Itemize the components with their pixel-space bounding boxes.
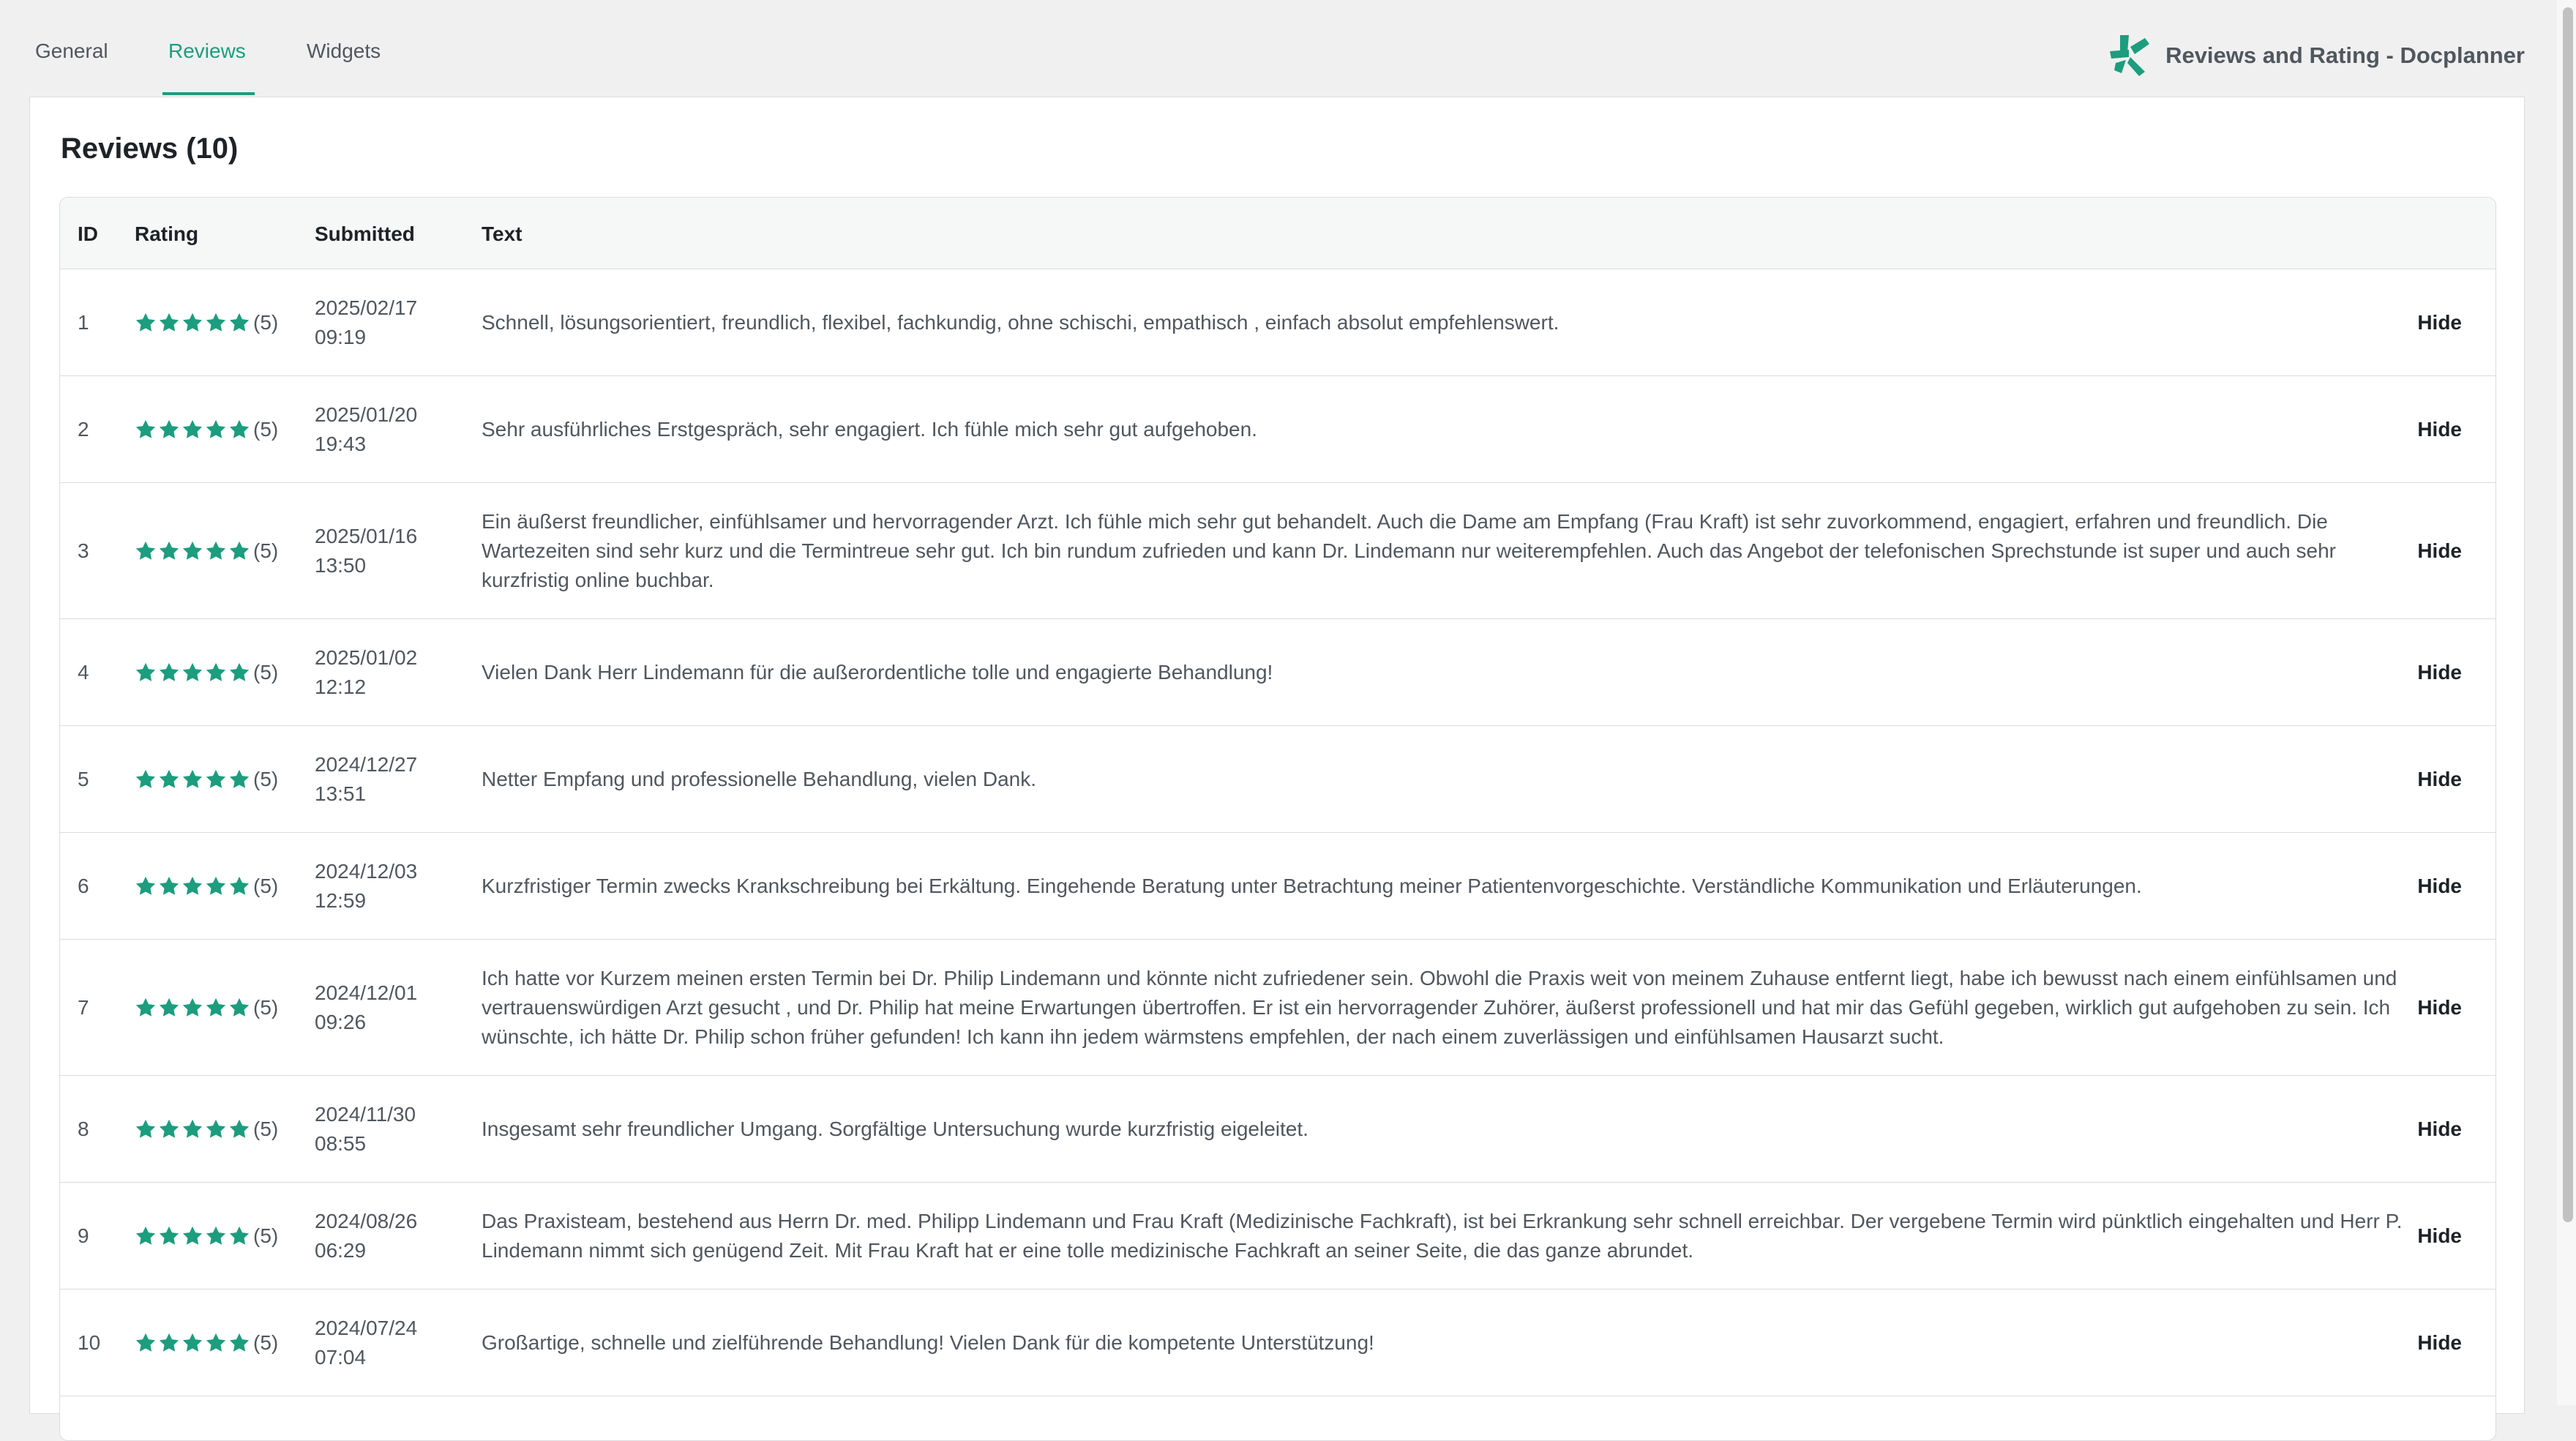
star-icon	[181, 997, 203, 1019]
star-icon	[181, 312, 203, 334]
brand-title: Reviews and Rating - Docplanner	[2165, 42, 2525, 68]
table-row	[60, 269, 2496, 376]
hide-review-button[interactable]: Hide	[2417, 1224, 2462, 1247]
submitted-time: 12:59	[315, 888, 367, 912]
column-header-id: ID	[78, 222, 98, 245]
table-row	[60, 376, 2496, 483]
submitted-date: 2024/11/30	[315, 1102, 416, 1126]
review-text: Kurzfristiger Termin zwecks Krankschreibung bei Erkältung. Eingehende Beratung unter Betrachtung meiner Patientenvorgeschichte. Verständliche Kommunikation und Erläuterungen.	[482, 874, 2142, 897]
star-icon	[158, 540, 180, 562]
review-id: 10	[78, 1330, 101, 1354]
star-icon	[205, 1225, 227, 1247]
column-header-rating: Rating	[135, 222, 199, 245]
star-icon	[181, 540, 203, 562]
column-header-text: Text	[482, 222, 523, 245]
star-rating	[135, 312, 252, 334]
rating-count: (5)	[253, 310, 279, 334]
review-rating	[135, 768, 278, 791]
top-navigation	[0, 0, 2576, 98]
rating-count: (5)	[253, 1330, 279, 1354]
star-icon	[158, 875, 180, 897]
star-icon	[228, 312, 250, 334]
star-icon	[228, 768, 250, 790]
star-rating	[135, 662, 252, 684]
review-text: Ein äußerst freundlicher, einfühlsamer und hervorragender Arzt. Ich fühle mich sehr gut behandelt. Auch die Dame am Empfang (Frau Kraft) ist sehr zuvorkommend, engagiert, erfahren und freundlich. Die Wartezeiten sind sehr kurz und die Termintreue sehr gut. Ich bin rundum zufrieden und kann Dr. Lindemann nur weiterempfehlen. Auch das Angebot der telefonischen Sprechstunde ist super und auch sehr kurzfristig online buchbar.	[482, 509, 2336, 591]
rating-count: (5)	[253, 1117, 279, 1140]
submitted-time: 09:19	[315, 325, 367, 348]
star-icon	[181, 1225, 203, 1247]
table-row	[60, 619, 2496, 726]
review-text: Insgesamt sehr freundlicher Umgang. Sorgfältige Untersuchung wurde kurzfristig eigeleitet.	[482, 1117, 1308, 1140]
star-icon	[205, 875, 227, 897]
star-icon	[205, 997, 227, 1019]
review-rating	[135, 996, 278, 1019]
column-header-submitted: Submitted	[315, 222, 415, 245]
review-submitted	[315, 400, 417, 459]
review-rating	[135, 539, 278, 563]
submitted-date: 2024/12/01	[315, 981, 418, 1004]
review-id: 9	[78, 1224, 89, 1247]
review-id: 6	[78, 874, 89, 897]
hide-review-button[interactable]: Hide	[2417, 539, 2462, 562]
hide-review-button[interactable]: Hide	[2417, 1330, 2462, 1354]
star-icon	[228, 1332, 250, 1354]
submitted-date: 2025/01/16	[315, 524, 418, 547]
review-id: 3	[78, 539, 89, 562]
star-icon	[181, 768, 203, 790]
rating-count: (5)	[253, 417, 279, 441]
review-submitted	[315, 1100, 416, 1159]
star-rating	[135, 540, 252, 562]
tab-reviews[interactable]: Reviews	[168, 40, 246, 62]
star-icon	[181, 875, 203, 897]
active-tab-indicator	[162, 92, 255, 95]
hide-review-button[interactable]: Hide	[2417, 1117, 2462, 1140]
review-submitted	[315, 522, 417, 580]
star-rating	[135, 419, 252, 441]
star-rating	[135, 1332, 252, 1354]
review-submitted	[315, 750, 417, 809]
review-submitted	[315, 857, 417, 916]
review-text: Sehr ausführliches Erstgespräch, sehr engagiert. Ich fühle mich sehr gut aufgehoben.	[482, 417, 1257, 441]
star-icon	[228, 997, 250, 1019]
star-icon	[158, 1332, 180, 1354]
review-rating	[135, 311, 278, 334]
review-text: Vielen Dank Herr Lindemann für die außerordentliche tolle und engagierte Behandlung!	[482, 660, 1273, 684]
review-rating	[135, 1331, 278, 1355]
review-id: 5	[78, 767, 89, 790]
star-icon	[228, 875, 250, 897]
rating-count: (5)	[253, 995, 279, 1019]
submitted-date: 2024/07/24	[315, 1316, 418, 1339]
star-rating	[135, 1118, 252, 1140]
star-icon	[158, 419, 180, 441]
star-icon	[228, 1118, 250, 1140]
star-icon	[135, 768, 157, 790]
star-icon	[205, 1118, 227, 1140]
rating-count: (5)	[253, 660, 279, 684]
star-icon	[228, 419, 250, 441]
hide-review-button[interactable]: Hide	[2417, 767, 2462, 790]
hide-review-button[interactable]: Hide	[2417, 874, 2462, 897]
star-icon	[135, 997, 157, 1019]
submitted-time: 08:55	[315, 1131, 367, 1155]
review-submitted	[315, 978, 417, 1037]
star-icon	[158, 1225, 180, 1247]
review-id: 2	[78, 417, 89, 441]
star-icon	[181, 419, 203, 441]
star-icon	[158, 1118, 180, 1140]
table-row	[60, 1290, 2496, 1396]
star-icon	[228, 1225, 250, 1247]
rating-count: (5)	[253, 1224, 279, 1247]
star-icon	[205, 1332, 227, 1354]
review-id: 8	[78, 1117, 89, 1140]
star-icon	[205, 419, 227, 441]
star-icon	[135, 312, 157, 334]
review-submitted	[315, 293, 417, 352]
review-text: Großartige, schnelle und zielführende Behandlung! Vielen Dank für die kompetente Unterstützung!	[482, 1330, 1374, 1354]
submitted-time: 09:26	[315, 1010, 367, 1033]
brand	[2107, 32, 2525, 79]
star-icon	[135, 1118, 157, 1140]
scrollbar-thumb[interactable]	[2563, 7, 2573, 1222]
review-rating	[135, 418, 278, 441]
docplanner-logo-icon	[2107, 31, 2165, 81]
star-icon	[181, 1332, 203, 1354]
review-id: 7	[78, 995, 89, 1019]
submitted-time: 07:04	[315, 1345, 367, 1369]
star-icon	[135, 1332, 157, 1354]
hide-review-button[interactable]: Hide	[2417, 995, 2462, 1019]
review-text: Schnell, lösungsorientiert, freundlich, flexibel, fachkundig, ohne schischi, empathisch , einfach absolut empfehlenswert.	[482, 310, 1560, 334]
hide-review-button[interactable]: Hide	[2417, 310, 2462, 334]
hide-review-button[interactable]: Hide	[2417, 660, 2462, 684]
submitted-date: 2025/02/17	[315, 296, 418, 319]
star-rating	[135, 1225, 252, 1247]
review-submitted	[315, 1314, 417, 1372]
star-icon	[135, 662, 157, 684]
star-rating	[135, 875, 252, 897]
submitted-date: 2024/12/27	[315, 752, 418, 776]
star-icon	[205, 312, 227, 334]
page-scrollbar[interactable]	[2557, 0, 2576, 1405]
tab-widgets[interactable]: Widgets	[307, 40, 381, 62]
star-icon	[205, 768, 227, 790]
table-row	[60, 940, 2496, 1076]
star-icon	[228, 540, 250, 562]
review-rating	[135, 1224, 278, 1248]
star-icon	[158, 312, 180, 334]
review-submitted	[315, 1207, 417, 1265]
review-rating	[135, 1118, 278, 1141]
submitted-date: 2024/12/03	[315, 859, 418, 883]
rating-count: (5)	[253, 767, 279, 790]
page-title: Reviews (10)	[61, 132, 239, 165]
review-text: Das Praxisteam, bestehend aus Herrn Dr. med. Philipp Lindemann und Frau Kraft (Medizinische Fachkraft), ist bei Erkrankung sehr schnell erreichbar. Der vergebene Termin wird pünktlich eingehalten und Herr P. Lindemann nimmt sich genügend Zeit. Mit Frau Kraft hat er eine tolle medizinische Fachkraft an seiner Seite, die das ganze abrundet.	[482, 1209, 2403, 1262]
review-text: Ich hatte vor Kurzem meinen ersten Termin bei Dr. Philip Lindemann und könnte nicht zufriedener sein. Obwohl die Praxis weit von meinem Zuhause entfernt liegt, habe ich bewusst nach einem einfühlsamen und vertrauenswürdigen Arzt gesucht , und Dr. Philip hat meine Erwartungen übertroffen. Er ist ein hervorragender Zuhörer, äußerst professionell und hat mir das Gefühl gegeben, wirklich gut aufgehoben zu sein. Ich wünschte, ich hätte Dr. Philip schon früher gefunden! Ich kann ihn jedem wärmstens empfehlen, der nach einem zuverlässigen und einfühlsamen Hausarzt sucht.	[482, 966, 2397, 1048]
submitted-date: 2024/08/26	[315, 1209, 418, 1232]
rating-count: (5)	[253, 539, 279, 562]
reviews-table	[59, 197, 2496, 1441]
submitted-date: 2025/01/02	[315, 645, 418, 669]
star-rating	[135, 997, 252, 1019]
review-id: 4	[78, 660, 89, 684]
star-icon	[181, 1118, 203, 1140]
star-icon	[135, 540, 157, 562]
table-row	[60, 1076, 2496, 1183]
rating-count: (5)	[253, 874, 279, 897]
table-row	[60, 483, 2496, 619]
star-icon	[181, 662, 203, 684]
submitted-time: 13:50	[315, 553, 367, 577]
submitted-time: 06:29	[315, 1238, 367, 1262]
star-icon	[158, 997, 180, 1019]
star-icon	[135, 1225, 157, 1247]
table-header	[60, 198, 2496, 269]
star-icon	[205, 540, 227, 562]
review-rating	[135, 875, 278, 898]
table-row	[60, 833, 2496, 940]
review-text: Netter Empfang und professionelle Behandlung, vielen Dank.	[482, 767, 1037, 790]
hide-review-button[interactable]: Hide	[2417, 417, 2462, 441]
table-row	[60, 726, 2496, 833]
review-submitted	[315, 643, 417, 702]
reviews-card	[29, 97, 2525, 1414]
star-icon	[135, 419, 157, 441]
review-rating	[135, 661, 278, 684]
table-row	[60, 1183, 2496, 1290]
submitted-time: 12:12	[315, 675, 367, 698]
star-rating	[135, 768, 252, 790]
star-icon	[228, 662, 250, 684]
submitted-time: 19:43	[315, 432, 367, 455]
star-icon	[205, 662, 227, 684]
review-id: 1	[78, 310, 89, 334]
star-icon	[135, 875, 157, 897]
submitted-time: 13:51	[315, 782, 367, 805]
tab-general[interactable]: General	[35, 40, 108, 62]
star-icon	[158, 662, 180, 684]
submitted-date: 2025/01/20	[315, 403, 418, 426]
star-icon	[158, 768, 180, 790]
